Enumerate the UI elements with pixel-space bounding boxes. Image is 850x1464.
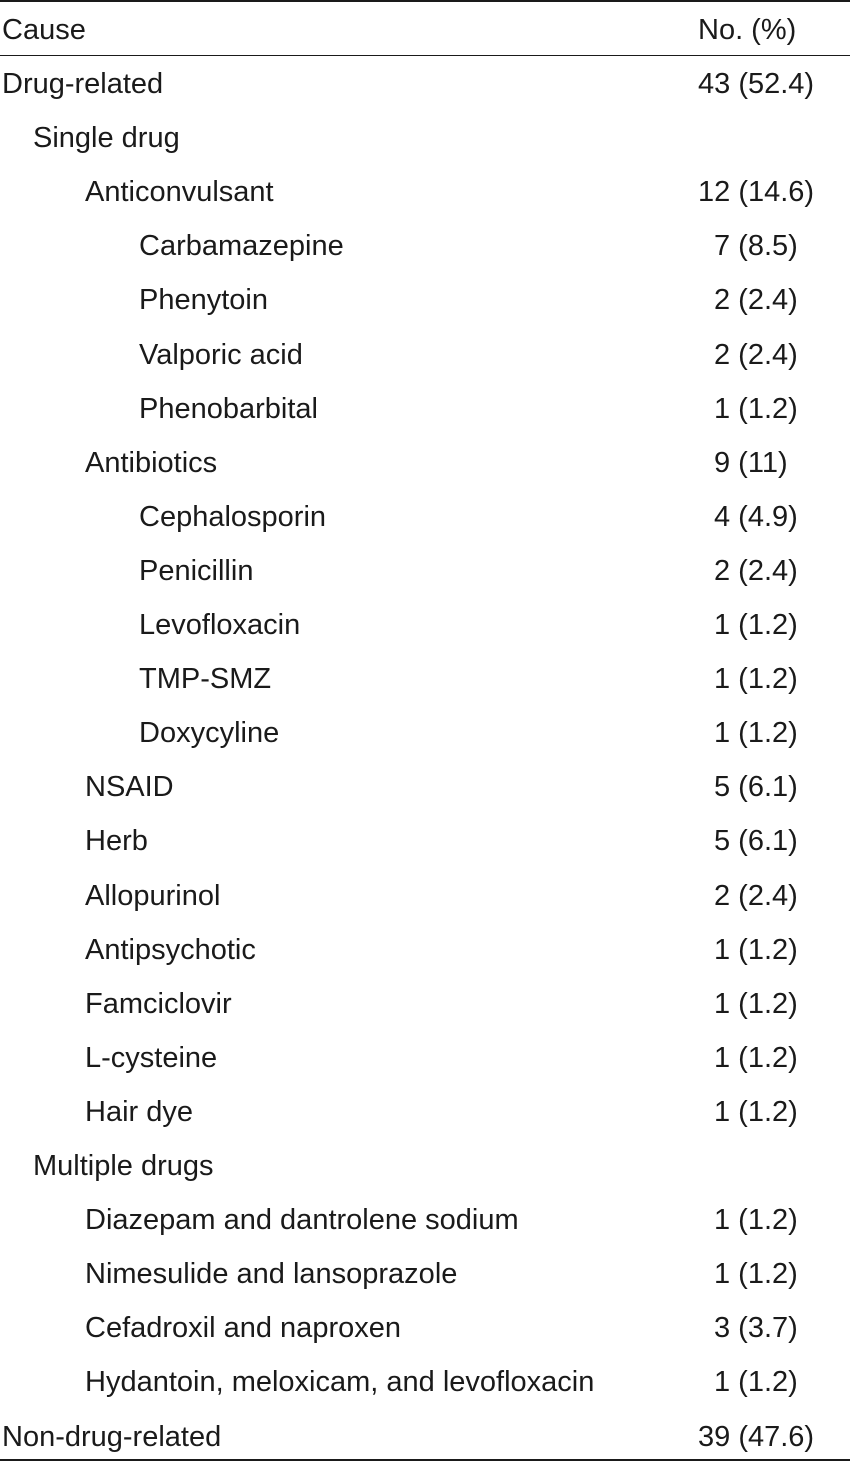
row-value: 2 (2.4) xyxy=(714,879,798,912)
row-label: Non-drug-related xyxy=(2,1420,222,1453)
row-value: 1 (1.2) xyxy=(714,663,798,696)
table-row xyxy=(0,57,850,111)
table-row xyxy=(0,1355,850,1409)
row-label: Drug-related xyxy=(2,68,164,100)
row-value: 1 (1.2) xyxy=(714,1204,798,1237)
row-label: Levofloxacin xyxy=(139,609,301,641)
row-label: Valporic acid xyxy=(139,338,303,371)
table-row xyxy=(0,544,850,598)
row-label: Nimesulide and lansoprazole xyxy=(85,1258,458,1291)
table-row xyxy=(0,273,850,327)
row-value: 39 (47.6) xyxy=(698,1420,815,1453)
row-label: NSAID xyxy=(85,771,174,804)
header-value: No. (%) xyxy=(698,14,797,46)
row-value: 3 (3.7) xyxy=(714,1312,798,1345)
table-row xyxy=(0,1301,850,1355)
table-row xyxy=(0,328,850,382)
row-label: Famciclovir xyxy=(85,987,232,1020)
table-row xyxy=(0,1085,850,1139)
row-value: 2 (2.4) xyxy=(714,284,798,317)
table-row xyxy=(0,165,850,219)
row-value: 43 (52.4) xyxy=(698,68,815,100)
row-value: 2 (2.4) xyxy=(714,338,798,371)
row-label: Cefadroxil and naproxen xyxy=(85,1312,401,1345)
table-row xyxy=(0,436,850,490)
header-cause: Cause xyxy=(2,14,86,46)
row-label: Diazepam and dantrolene sodium xyxy=(85,1204,519,1237)
row-value: 1 (1.2) xyxy=(714,1258,798,1291)
row-value: 7 (8.5) xyxy=(714,230,798,263)
row-value: 1 (1.2) xyxy=(714,1041,798,1074)
table-row xyxy=(0,1247,850,1301)
table-row xyxy=(0,219,850,273)
top-rule xyxy=(0,0,850,2)
row-label: Doxycyline xyxy=(139,717,280,750)
table-header-row xyxy=(0,3,850,57)
row-label: Multiple drugs xyxy=(33,1150,214,1182)
row-label: Hair dye xyxy=(85,1095,193,1128)
table-row xyxy=(0,760,850,814)
table-row xyxy=(0,111,850,165)
table-row xyxy=(0,652,850,706)
row-value: 9 (11) xyxy=(714,446,788,479)
row-value: 4 (4.9) xyxy=(714,500,798,533)
row-label: Carbamazepine xyxy=(139,230,344,263)
row-value: 12 (14.6) xyxy=(698,176,815,209)
row-label: TMP-SMZ xyxy=(139,663,272,696)
table-row xyxy=(0,977,850,1031)
row-label: Cephalosporin xyxy=(139,500,327,533)
row-label: Hydantoin, meloxicam, and levofloxacin xyxy=(85,1366,595,1399)
table-row xyxy=(0,1031,850,1085)
row-value: 1 (1.2) xyxy=(714,392,798,425)
table-row xyxy=(0,869,850,923)
row-value: 5 (6.1) xyxy=(714,825,798,858)
row-label: Phenytoin xyxy=(139,284,268,317)
table-row xyxy=(0,814,850,868)
table-row xyxy=(0,490,850,544)
table-row xyxy=(0,1139,850,1193)
row-label: Anticonvulsant xyxy=(85,176,274,209)
row-label: Antipsychotic xyxy=(85,933,256,966)
row-label: Allopurinol xyxy=(85,879,221,912)
row-value: 2 (2.4) xyxy=(714,554,798,587)
row-label: Herb xyxy=(85,825,148,858)
row-value: 1 (1.2) xyxy=(714,987,798,1020)
bottom-rule xyxy=(0,1459,850,1461)
row-label: Phenobarbital xyxy=(139,392,318,425)
table-row xyxy=(0,923,850,977)
row-label: Penicillin xyxy=(139,554,254,587)
row-value: 1 (1.2) xyxy=(714,933,798,966)
row-value: 1 (1.2) xyxy=(714,609,798,641)
row-value: 1 (1.2) xyxy=(714,1366,798,1399)
table-row xyxy=(0,1193,850,1247)
table-row xyxy=(0,382,850,436)
row-label: Antibiotics xyxy=(85,446,218,479)
header-rule xyxy=(0,55,850,56)
row-label: Single drug xyxy=(33,122,180,155)
row-value: 1 (1.2) xyxy=(714,1095,798,1128)
row-label: L-cysteine xyxy=(85,1041,218,1074)
table-row xyxy=(0,1410,850,1464)
table-row xyxy=(0,706,850,760)
row-value: 1 (1.2) xyxy=(714,717,798,750)
row-value: 5 (6.1) xyxy=(714,771,798,804)
table-row xyxy=(0,598,850,652)
